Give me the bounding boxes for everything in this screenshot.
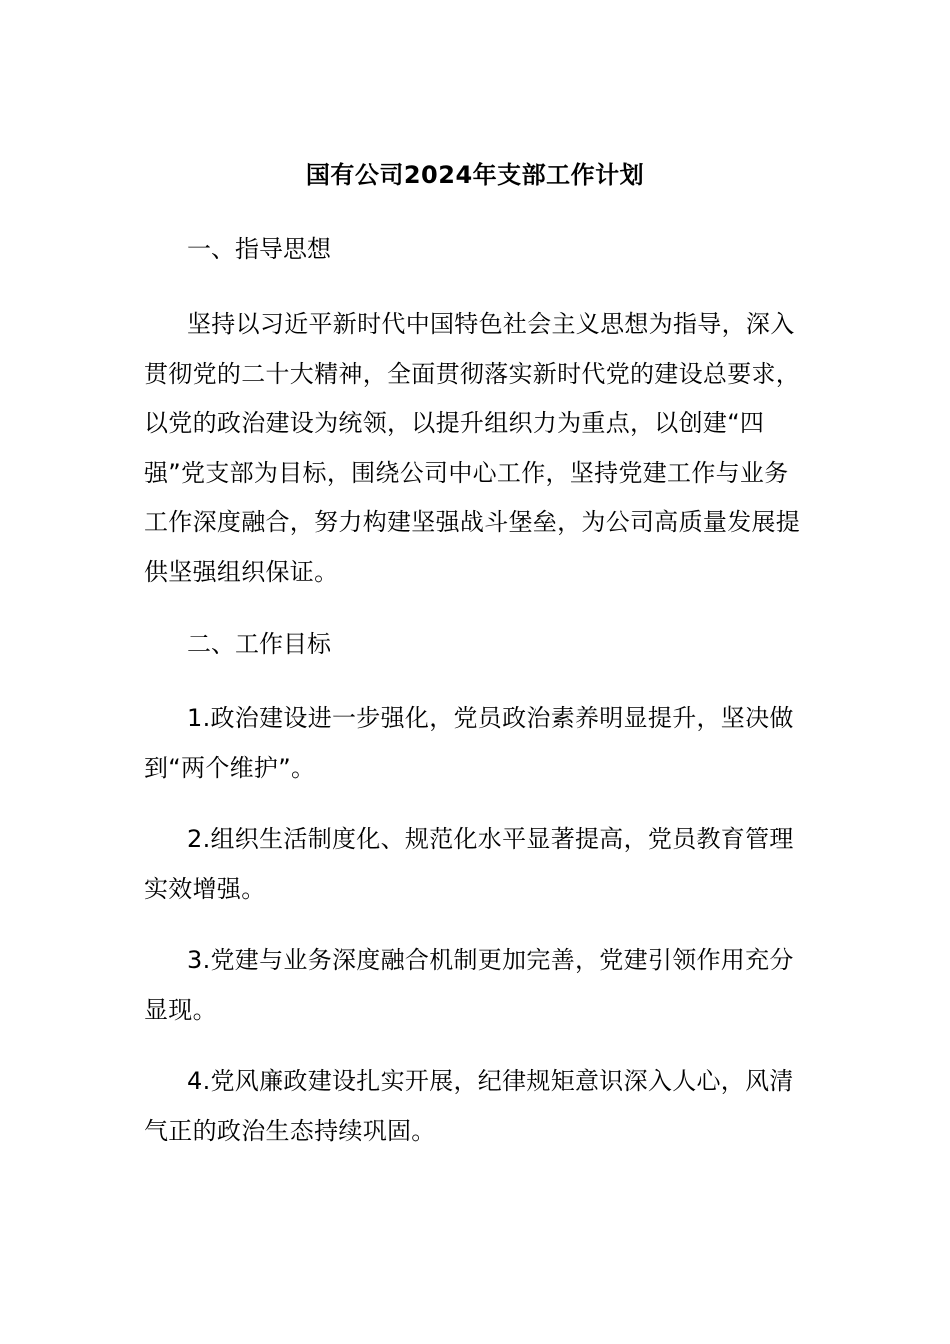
paragraph-goal-4: 4.党风廉政建设扎实开展，纪律规矩意识深入人心，风清气正的政治生态持续巩固。 bbox=[144, 1067, 794, 1145]
paragraph-goal-3: 3.党建与业务深度融合机制更加完善，党建引领作用充分显现。 bbox=[144, 946, 794, 1024]
paragraph-goal-1: 1.政治建设进一步强化，党员政治素养明显提升，坚决做到“两个维护”。 bbox=[144, 704, 794, 782]
paragraph-guiding-ideology: 坚持以习近平新时代中国特色社会主义思想为指导，深入贯彻党的二十大精神，全面贯彻落实新时代党的建设总要求，以党的政治建设为统领，以提升组织力为重点，以创建“四强”党支部为目标，围绕公司中心工作，坚持党建工作与业务工作深度融合，努力构建坚强战斗堡垒，为公司高质量发展提供坚强组织保证。 bbox=[144, 310, 801, 586]
document-title: 国有公司2024年支部工作计划 bbox=[305, 161, 645, 189]
section-heading-guiding-ideology: 一、指导思想 bbox=[187, 235, 331, 263]
paragraph-goal-2: 2.组织生活制度化、规范化水平显著提高，党员教育管理实效增强。 bbox=[144, 825, 794, 903]
section-heading-work-goals: 二、工作目标 bbox=[187, 630, 331, 658]
